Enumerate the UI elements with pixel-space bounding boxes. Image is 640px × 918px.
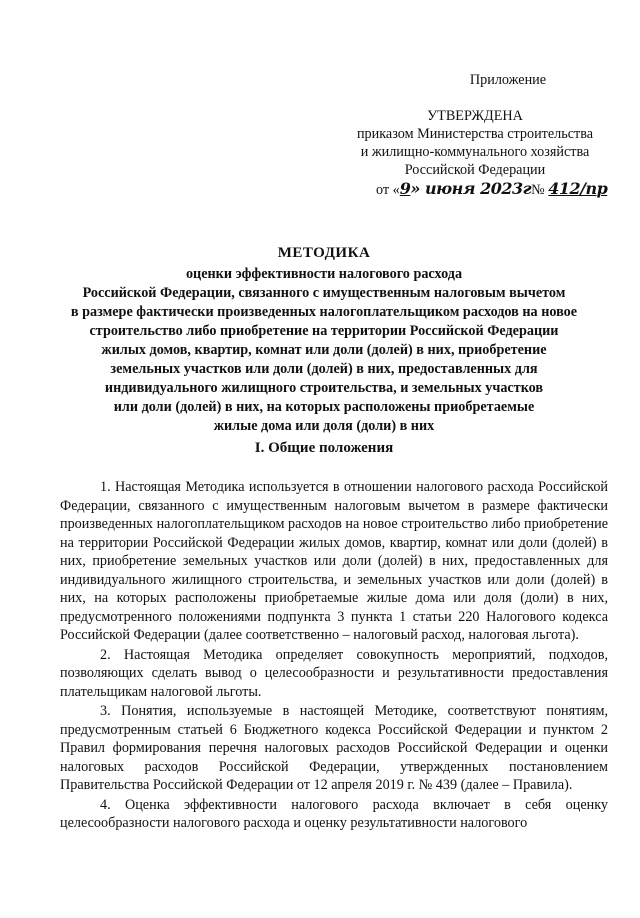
approval-line: и жилищно-коммунального хозяйства — [360, 144, 590, 160]
handwritten-day: 9 — [399, 179, 411, 198]
paragraph: 2. Настоящая Методика определяет совокупность мероприятий, подходов, позволяющих сделать вывод о целесообразности и результативности предоставления плательщикам налоговой льготы. — [60, 646, 608, 700]
title-line: оценки эффективности налогового расхода — [185, 266, 463, 282]
title-line: строительство либо приобретение на территории Российской Федерации — [89, 323, 559, 339]
handwritten-number: 412/пр — [548, 179, 608, 198]
number-sign: № — [531, 182, 545, 198]
title-line: жилых домов, квартир, комнат или доли (долей) в них, приобретение — [101, 342, 547, 358]
appendix-label: Приложение — [469, 72, 547, 88]
title-main: МЕТОДИКА — [277, 245, 371, 261]
approval-line: Российской Федерации — [404, 162, 546, 178]
paragraph: 4. Оценка эффективности налогового расхода включает в себя оценку целесообразности налогового расхода и оценку результативности налогового — [60, 796, 608, 831]
title-line: или доли (долей) в них, на которых расположены приобретаемые — [113, 399, 535, 415]
title-line: Российской Федерации, связанного с имущественным налоговым вычетом — [82, 285, 566, 301]
paragraph: 1. Настоящая Методика используется в отношении налогового расхода Российской Федерации, связанного с имущественным налоговым вычетом в размере фактически произведенных налогоплательщиком расходов на новое строительство либо приобретение на территории Российской Федерации жилых домов, квартир, комнат или доли (долей) в них, приобретение земельных участков или доли (долей) в них, предоставленных для индивидуального жилищного строительства, и земельных участков или доли (долей) в них, на которых расположены приобретаемые жилые дома или доля (доли) в них, предусмотренного положениями подпункта 3 пункта 1 статьи 220 Налогового кодекса Российской Федерации (далее соответственно – налоговый расход, налоговая льгота). — [60, 479, 608, 643]
approval-line: приказом Министерства строительства — [356, 126, 594, 142]
handwritten-date: » июня 2023г — [410, 179, 532, 198]
order-date-line — [376, 180, 616, 200]
title-line: в размере фактически произведенных налогоплательщиком расходов на новое — [70, 304, 578, 320]
document-body — [60, 478, 608, 834]
paragraph: 3. Понятия, используемые в настоящей Методике, соответствуют понятиям, предусмотренным статьей 6 Бюджетного кодекса Российской Федерации и пунктом 2 Правил формирования перечня налоговых расходов Российской Федерации и оценки налоговых расходов Российской Федерации, утвержденных постановлением Правительства Российской Федерации от 12 апреля 2019 г. № 439 (далее – Правила). — [60, 703, 608, 793]
approved-label: УТВЕРЖДЕНА — [427, 108, 523, 124]
date-prefix: от « — [376, 182, 400, 198]
section-heading: I. Общие положения — [254, 440, 394, 456]
document-title — [40, 244, 608, 436]
title-line: индивидуального жилищного строительства, и земельных участков — [104, 380, 544, 396]
title-line: земельных участков или доли (долей) в них, предоставленных для — [110, 361, 538, 377]
title-line: жилые дома или доля (доли) в них — [213, 418, 435, 434]
